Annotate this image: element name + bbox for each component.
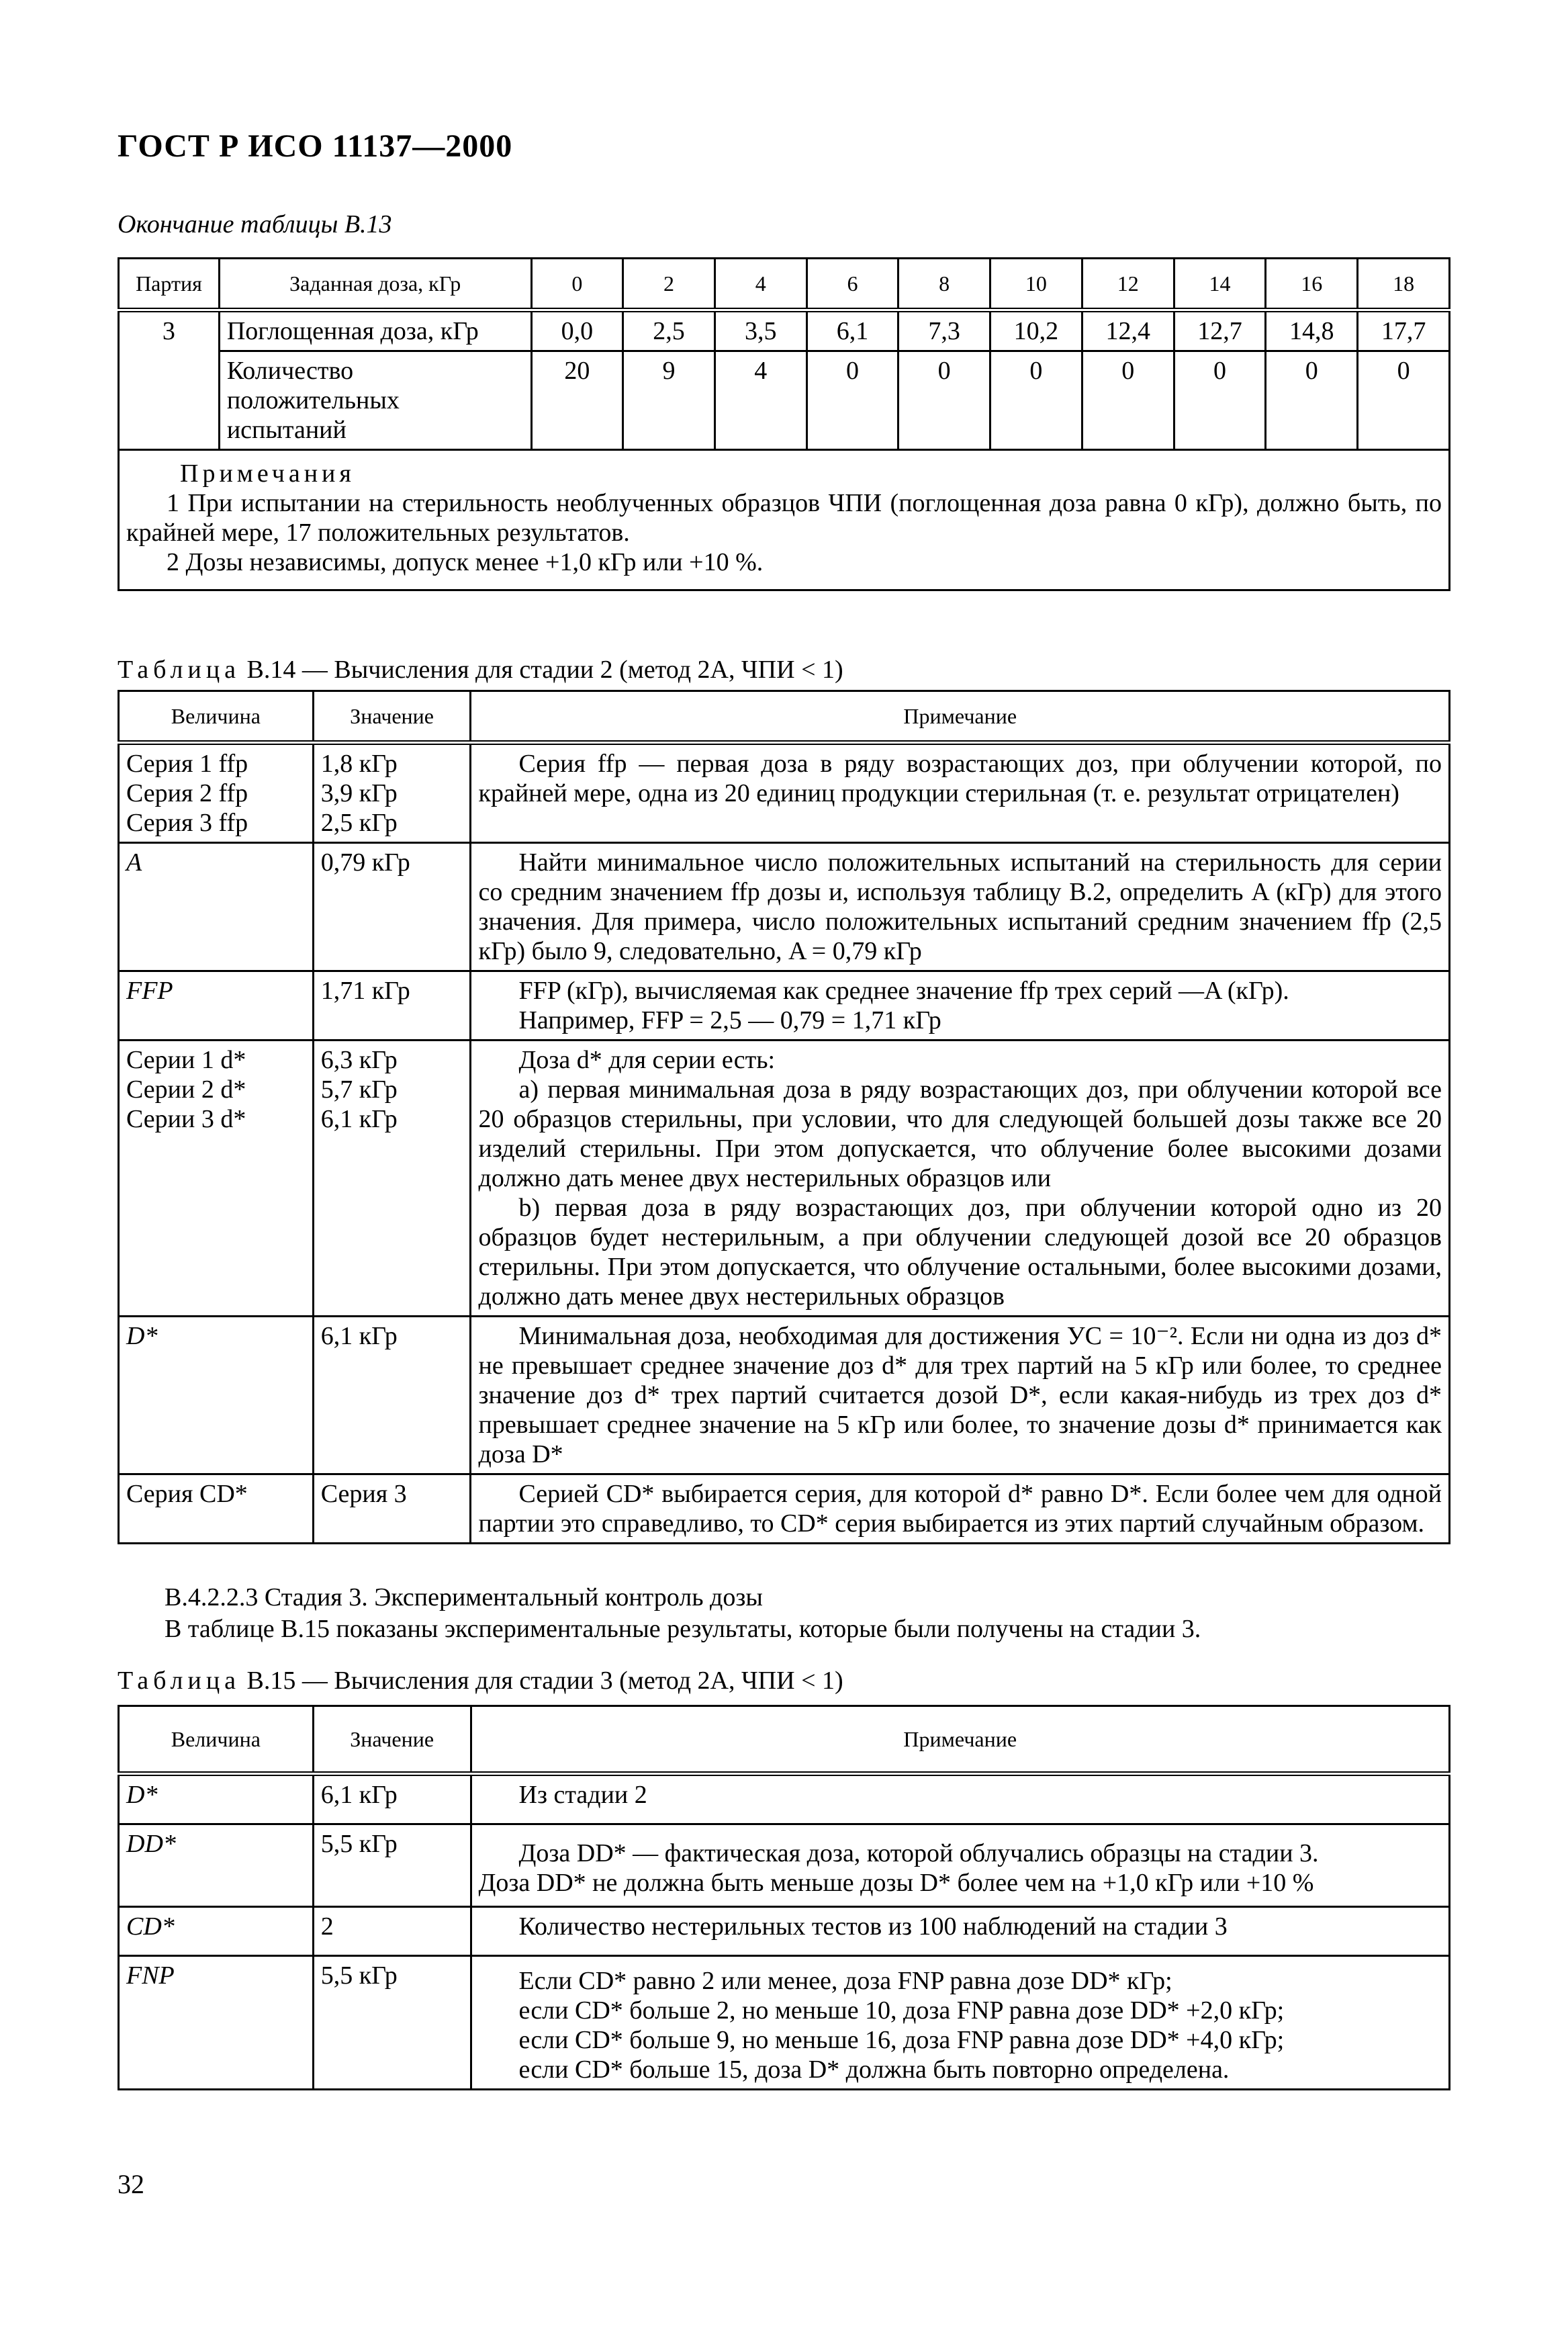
table-cell: 6,1 [806,310,898,351]
col-value-header: Значение [313,1706,471,1774]
quantity-cell: Серия CD* [119,1474,314,1544]
note-2: 2 Дозы независимы, допуск менее +1,0 кГр или +10 %. [167,548,764,576]
section-heading: В.4.2.2.3 Стадия 3. Экспериментальный контроль дозы [165,1583,763,1611]
note-line: Доза DD* не должна быть меньше дозы D* более чем на +1,0 кГр или +10 % [478,1869,1314,1897]
table-row [119,351,1450,450]
quantity-cell: D* [119,1774,314,1824]
quantity-line: Серии 3 d* [126,1105,246,1133]
page-number: 32 [118,2169,144,2199]
note-line: Доза d* для серии есть: [518,1046,776,1074]
row-label: Количество положительных испытаний [219,351,531,450]
notes-cell [119,450,1450,590]
table-cell: 17,7 [1358,310,1450,351]
dose-header: 6 [806,259,898,310]
note-line: а) первая минимальная доза в ряду возрастающих доз, при облучении которой все 20 образцов стерильны, при условии, что для следующей большей дозы также все 20 изделий стерильны. При этом допускается, что облучение более высокими дозами должно дать менее двух нестерильных образцов или [478,1075,1442,1192]
quantity-cell [119,743,314,843]
quantity-cell: D* [119,1317,314,1474]
note-line: b) первая доза в ряду возрастающих доз, при облучении которой одно из 20 образцов будет нестерильным, а при облучении следующей дозой все 20 образцов стерильны. При этом допускается, что облучение остальными, более высокими дозами, должно дать менее двух нестерильных образцов [478,1194,1442,1311]
value-line: 6,1 кГр [320,1105,398,1133]
dose-header: 10 [990,259,1082,310]
table-cell: 10,2 [990,310,1082,351]
table-cell: 20 [531,351,623,450]
note-line: Например, FFP = 2,5 — 0,79 = 1,71 кГр [518,1006,941,1034]
value-cell: 1,71 кГр [313,971,471,1041]
quantity-cell: DD* [119,1824,314,1907]
table-cell: 4 [714,351,806,450]
value-line: 2,5 кГр [320,809,398,837]
note-line: если CD* больше 2, но меньше 10, доза FNP равна дозе DD* +2,0 кГр; [518,1996,1285,2025]
party-cell: 3 [119,310,220,450]
quantity-cell: FFP [119,971,314,1041]
row-label: Поглощенная доза, кГр [219,310,531,351]
value-cell: 2 [313,1907,471,1956]
note-cell: Количество нестерильных тестов из 100 наблюдений на стадии 3 [471,1907,1450,1956]
dose-header: 14 [1174,259,1266,310]
quantity-line: Серии 2 d* [126,1075,246,1104]
table-cell: 12,7 [1174,310,1266,351]
note-line: Если CD* равно 2 или менее, доза FNP равна дозе DD* кГр; [518,1967,1172,1995]
dose-header: 4 [714,259,806,310]
section-text: В таблице В.15 показаны экспериментальные результаты, которые были получены на стадии 3. [165,1615,1201,1643]
col-note-header: Примечание [471,1706,1450,1774]
note-cell [471,971,1450,1041]
table-row [119,1474,1450,1544]
table-b14 [118,690,1450,1544]
caption-text: В.14 — Вычисления для стадии 2 (метод 2А, ЧПИ < 1) [246,656,843,684]
note-cell: Минимальная доза, необходимая для достижения УС = 10⁻². Если ни одна из доз d* не превышает среднее значение доз d* для трех партий на 5 кГр или более, то среднее значение доз d* трех партий считается дозой D*, если какая-нибудь из трех доз d* превышает среднее значение на 5 кГр или более, то значение дозы d* принимается как доза D* [471,1317,1450,1474]
table-row [119,1317,1450,1474]
note-cell [471,1041,1450,1317]
note-line: Доза DD* — фактическая доза, которой облучались образцы на стадии 3. [518,1839,1319,1867]
table-b15 [118,1705,1450,2090]
table15-caption [118,1666,843,1695]
table-row [119,1956,1450,2090]
table-cell: 3,5 [714,310,806,351]
value-cell [313,743,471,843]
table13-caption: Окончание таблицы В.13 [118,210,392,238]
value-cell [313,1041,471,1317]
standard-header: ГОСТ Р ИСО 11137—2000 [118,128,513,164]
value-cell: 6,1 кГр [313,1774,471,1824]
table-cell: 0,0 [531,310,623,351]
dose-header: 0 [531,259,623,310]
table-row [119,1907,1450,1956]
quantity-cell [119,1041,314,1317]
value-cell: 5,5 кГр [313,1824,471,1907]
quantity-line: Серия 1 ffp [126,750,248,778]
quantity-line: Серии 1 d* [126,1046,246,1074]
table-row [119,310,1450,351]
note-cell [471,1956,1450,2090]
dose-header: 18 [1358,259,1450,310]
table-row [119,743,1450,843]
note-cell: Найти минимальное число положительных испытаний на стерильность для серии со средним значением ffp дозы и, используя таблицу В.2, определить A (кГр) для этого значения. Для примера, число положительных испытаний средним значением ffp (2,5 кГр) было 9, следовательно, A = 0,79 кГр [471,843,1450,971]
notes-row [119,450,1450,590]
note-line: FFP (кГр), вычисляемая как среднее значение ffp трех серий —A (кГр). [518,977,1289,1005]
quantity-cell: FNP [119,1956,314,2090]
table-cell: 9 [623,351,715,450]
quantity-line: Серия 3 ffp [126,809,248,837]
col-quantity-header: Величина [119,1706,314,1774]
table-cell: 0 [806,351,898,450]
value-cell: 5,5 кГр [313,1956,471,2090]
table-cell: 0 [1174,351,1266,450]
col-value-header: Значение [313,691,471,743]
value-line: 6,3 кГр [320,1046,398,1074]
table-row [119,1774,1450,1824]
note-line: если CD* больше 15, доза D* должна быть повторно определена. [518,2055,1230,2084]
table-cell: 0 [990,351,1082,450]
value-line: 1,8 кГр [320,750,398,778]
note-cell [471,1824,1450,1907]
note-line: если CD* больше 9, но меньше 16, доза FNP равна дозе DD* +4,0 кГр; [518,2026,1285,2054]
caption-word: Таблица [118,1667,241,1695]
table-cell: 0 [1082,351,1174,450]
col-note-header: Примечание [471,691,1450,743]
note-cell: Серией CD* выбирается серия, для которой d* равно D*. Если более чем для одной партии это справедливо, то CD* серия выбирается из этих партий случайным образом. [471,1474,1450,1544]
table-cell: 12,4 [1082,310,1174,351]
table14-caption [118,655,843,684]
table-row [119,843,1450,971]
quantity-line: Серия 2 ffp [126,779,248,807]
note-cell: Серия ffp — первая доза в ряду возрастающих доз, при облучении которой, по крайней мере, одна из 20 единиц продукции стерильная (т. е. результат отрицателен) [471,743,1450,843]
value-cell: Серия 3 [313,1474,471,1544]
col-quantity-header: Величина [119,691,314,743]
value-cell: 6,1 кГр [313,1317,471,1474]
quantity-cell: A [119,843,314,971]
note-cell: Из стадии 2 [471,1774,1450,1824]
value-cell: 0,79 кГр [313,843,471,971]
dose-header: 16 [1266,259,1358,310]
table-cell: 2,5 [623,310,715,351]
table14-header-row [119,691,1450,743]
dose-header: 12 [1082,259,1174,310]
note-1: 1 При испытании на стерильность необлученных образцов ЧПИ (поглощенная доза равна 0 кГр), должно быть, по крайней мере, 17 положительных результатов. [126,489,1442,547]
table-cell: 14,8 [1266,310,1358,351]
table-b13 [118,257,1450,591]
quantity-cell: CD* [119,1907,314,1956]
table-cell: 0 [1266,351,1358,450]
table-cell: 0 [898,351,990,450]
notes-title: Примечания [180,459,355,488]
table15-header-row [119,1706,1450,1774]
table-cell: 7,3 [898,310,990,351]
table-cell: 0 [1358,351,1450,450]
dose-header: 8 [898,259,990,310]
table-row [119,1041,1450,1317]
table-row [119,971,1450,1041]
col-dose-header: Заданная доза, кГр [219,259,531,310]
value-line: 3,9 кГр [320,779,398,807]
table-row [119,1824,1450,1907]
dose-header: 2 [623,259,715,310]
caption-word: Таблица [118,656,241,684]
table13-header-row [119,259,1450,310]
value-line: 5,7 кГр [320,1075,398,1104]
caption-text: В.15 — Вычисления для стадии 3 (метод 2А, ЧПИ < 1) [246,1667,843,1695]
col-party-header: Партия [119,259,220,310]
